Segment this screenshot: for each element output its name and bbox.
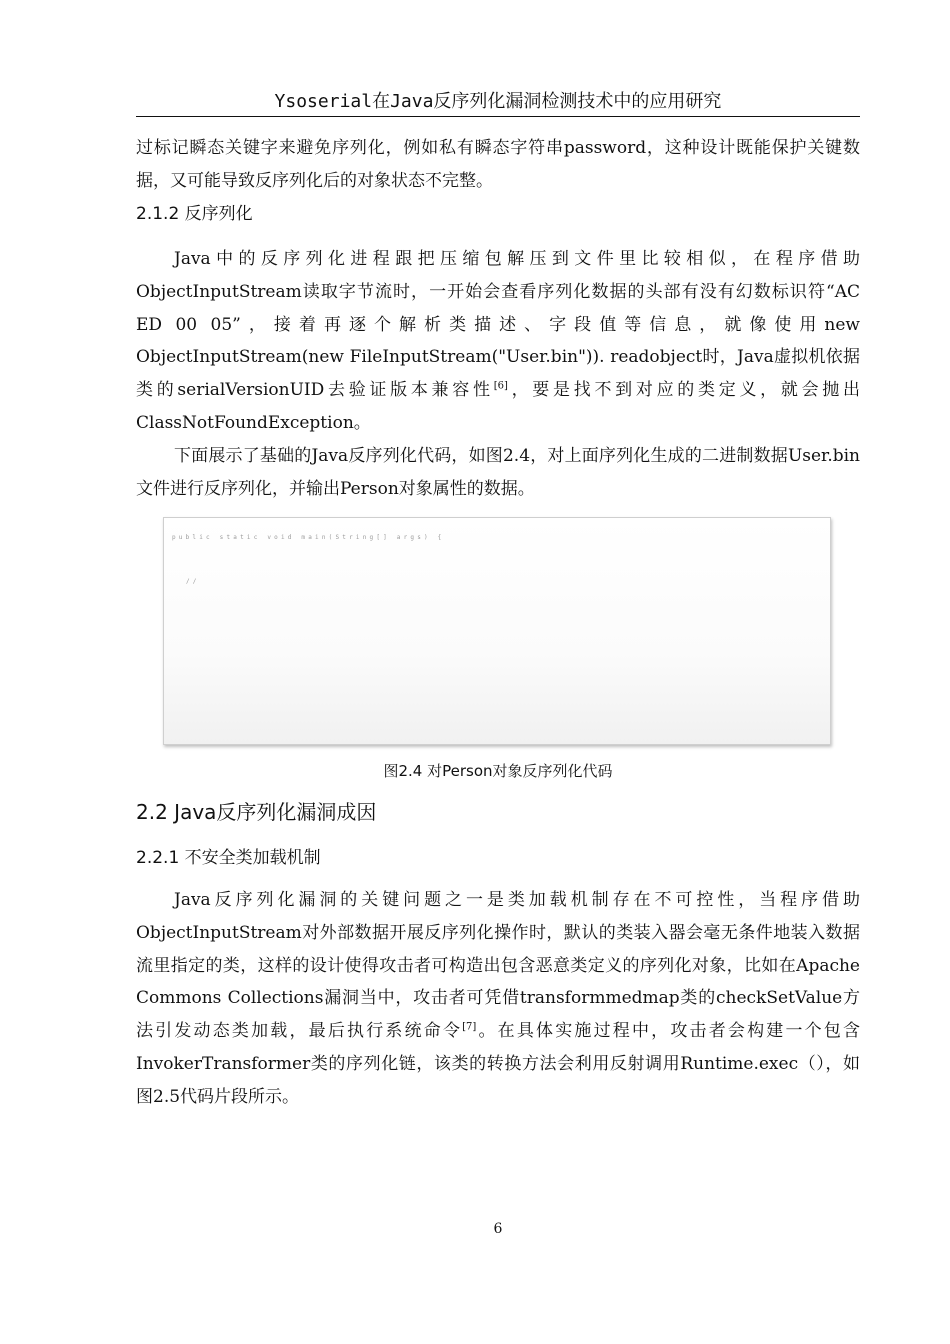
citation-7: [7]	[462, 1021, 477, 1033]
code-comment: //	[186, 578, 200, 585]
code-line: public static void main(String[] args) {	[172, 534, 445, 541]
page-number: 6	[493, 1221, 503, 1237]
paragraph-class-loading	[136, 884, 860, 1114]
paragraph-deserialization-process	[136, 243, 860, 440]
paragraph-text: ，要是找不到对应的类定义，就会抛出ClassNotFoundException。	[136, 380, 861, 433]
paragraph-figure-intro: 下面展示了基础的Java反序列化代码，如图2.4，对上面序列化生成的二进制数据User.bin文件进行反序列化，并输出Person对象属性的数据。	[136, 446, 860, 499]
running-header-title: Ysoserial在Java反序列化漏洞检测技术中的应用研究	[274, 91, 722, 112]
code-figure-2-4	[163, 517, 831, 745]
section-heading-2-1-2: 2.1.2 反序列化	[136, 204, 253, 224]
header-rule	[136, 116, 860, 117]
citation-6: [6]	[493, 380, 508, 392]
section-heading-2-2: 2.2 Java反序列化漏洞成因	[136, 800, 377, 824]
paragraph-transient: 过标记瞬态关键字来避免序列化，例如私有瞬态字符串password，这种设计既能保护关键数据，又可能导致反序列化后的对象状态不完整。	[136, 138, 860, 191]
section-heading-2-2-1: 2.2.1 不安全类加载机制	[136, 848, 321, 868]
figure-caption-2-4: 图2.4 对Person对象反序列化代码	[383, 762, 613, 780]
paragraph-text: Java反序列化漏洞的关键问题之一是类加载机制存在不可控性，当程序借助ObjectInputStream对外部数据开展反序列化操作时，默认的类装入器会毫无条件地装入数据流里指定的类，这样的设计使得攻击者可构造出包含恶意类定义的序列化对象，比如在Apache Commons Collections漏洞当中，攻击者可凭借transformmedmap类的checkSetValue方法引发动态类加载，最后执行系统命令	[136, 890, 860, 1042]
paragraph-text: Java中的反序列化进程跟把压缩包解压到文件里比较相似，在程序借助ObjectInputStream读取字节流时，一开始会查看序列化数据的头部有没有幻数标识符“AC ED 00 05”，接着再逐个解析类描述、字段值等信息，就像使用new ObjectInputStream(new FileInputStream("User.bin")). readobject时，Java虚拟机依据类的serialVersionUID去验证版本兼容性	[136, 249, 860, 401]
paragraph-text: 。在具体实施过程中，攻击者会构建一个包含InvokerTransformer类的序列化链，该类的转换方法会利用反射调用Runtime.exec（），如图2.5代码片段所示。	[136, 1021, 861, 1107]
